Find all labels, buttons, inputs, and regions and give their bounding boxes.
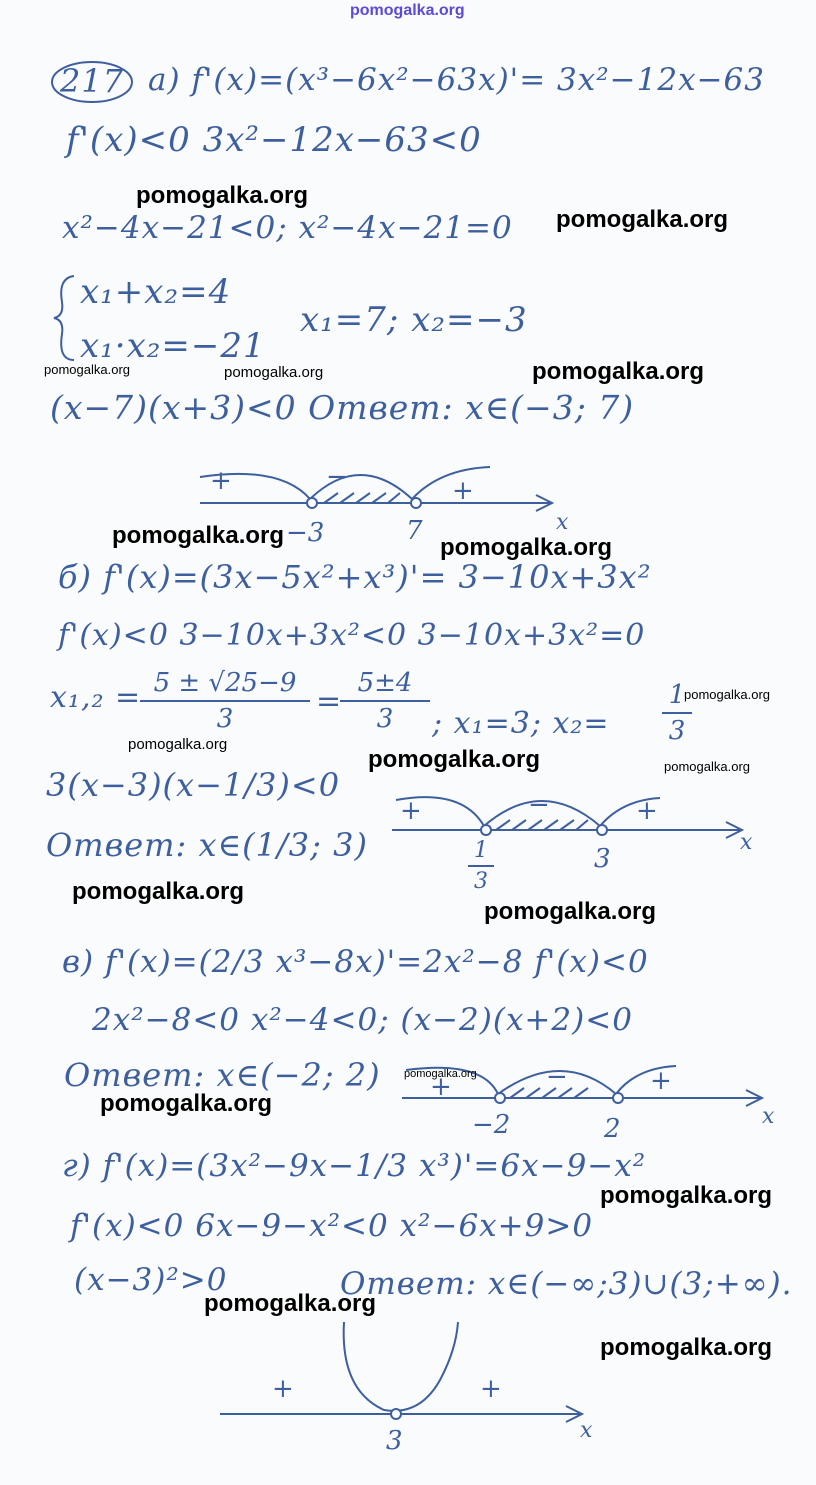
watermark: pomogalka.org [204, 1290, 377, 1317]
part-a-line-3: x²−4x−21<0; x²−4x−21=0 [62, 210, 513, 246]
watermark: pomogalka.org [128, 736, 228, 753]
frac-1-num: 5 ± √25−9 [153, 668, 297, 698]
axis-g-sign-left: + [272, 1374, 294, 1404]
vieta-sum: x₁+x₂=4 [80, 272, 232, 312]
axis-a-point-2: 7 [406, 516, 423, 546]
number-line-v [402, 1052, 772, 1112]
part-b-roots: ; x₁=3; x₂= [432, 706, 610, 741]
watermark: pomogalka.org [532, 358, 705, 385]
axis-a-point-1: −3 [286, 518, 325, 548]
axis-b-sign-mid: − [528, 790, 550, 820]
part-b-line-2: f'(x)<0 3−10x+3x²<0 3−10x+3x²=0 [58, 618, 646, 653]
root-2-bar [662, 712, 692, 714]
part-a-line-1: а) f'(x)=(x³−6x²−63x)'= 3x²−12x−63 [148, 62, 765, 98]
axis-b-sign-right: + [636, 796, 658, 826]
watermark: pomogalka.org [224, 364, 324, 381]
root-2-den: 3 [668, 716, 686, 746]
axis-v-sign-mid: − [546, 1062, 568, 1092]
part-a-roots: x₁=7; x₂=−3 [300, 300, 528, 340]
part-b-answer: Ответ: x∈(1/3; 3) [46, 826, 368, 864]
system-brace [50, 272, 80, 364]
axis-g-sign-right: + [480, 1374, 502, 1404]
axis-v-variable: x [762, 1104, 775, 1129]
watermark: pomogalka.org [440, 534, 613, 561]
watermark: pomogalka.org [368, 746, 541, 773]
watermark: pomogalka.org [484, 898, 657, 925]
axis-b-point-1-bar [468, 865, 494, 867]
axis-v-sign-right: + [650, 1066, 672, 1096]
watermark: pomogalka.org [600, 1182, 773, 1209]
watermark: pomogalka.org [112, 522, 285, 549]
axis-v-sign-left: + [430, 1072, 452, 1102]
watermark: pomogalka.org [684, 687, 770, 702]
axis-g-variable: x [580, 1418, 593, 1443]
axis-b-point-1-den: 3 [474, 869, 488, 894]
problem-number: 217 [60, 62, 125, 100]
root-2-num: 1 [668, 680, 686, 710]
watermark: pomogalka.org [136, 182, 309, 209]
part-b-x12: x₁,₂ = [50, 680, 142, 715]
axis-v-point-1: −2 [472, 1110, 511, 1140]
axis-b-point-2: 3 [594, 844, 611, 874]
frac-1-den: 3 [216, 704, 234, 734]
axis-g-point: 3 [386, 1426, 403, 1456]
axis-b-variable: x [740, 830, 753, 855]
axis-b-point-1-num: 1 [474, 838, 488, 863]
axis-a-variable: x [556, 510, 569, 535]
frac-2-num: 5±4 [357, 668, 413, 698]
axis-a-sign-right: + [452, 476, 474, 506]
axis-b-point-1 [468, 838, 494, 894]
watermark: pomogalka.org [44, 362, 130, 377]
vieta-product: x₁·x₂=−21 [80, 326, 266, 366]
part-b-line-4: 3(x−3)(x−1/3)<0 [46, 766, 341, 804]
watermark-top: pomogalka.org [350, 2, 465, 19]
part-b-eq: = [316, 684, 343, 719]
part-a-line-2: f'(x)<0 3x²−12x−63<0 [66, 120, 482, 160]
frac-1-bar [140, 700, 310, 702]
part-g-line-1: г) f'(x)=(3x²−9x−1/3 x³)'=6x−9−x² [62, 1148, 647, 1184]
part-v-line-2: 2x²−8<0 x²−4<0; (x−2)(x+2)<0 [92, 1002, 633, 1038]
axis-a-sign-mid: − [326, 462, 348, 492]
part-b-frac-1 [140, 668, 310, 734]
part-v-line-1: в) f'(x)=(2/3 x³−8x)'=2x²−8 f'(x)<0 [62, 944, 649, 980]
axis-a-sign-left: + [210, 466, 232, 496]
part-a-answer-line: (x−7)(x+3)<0 Ответ: x∈(−3; 7) [50, 388, 635, 427]
watermark: pomogalka.org [72, 878, 245, 905]
part-v-answer: Ответ: x∈(−2; 2) [64, 1056, 381, 1094]
part-b-frac-2 [340, 668, 430, 734]
part-g-line-2: f'(x)<0 6x−9−x²<0 x²−6x+9>0 [70, 1208, 594, 1244]
number-line-b [392, 782, 752, 852]
watermark: pomogalka.org [664, 759, 750, 774]
part-g-answer: Ответ: x∈(−∞;3)∪(3;+∞). [340, 1266, 793, 1302]
watermark: pomogalka.org [600, 1334, 773, 1361]
frac-2-den: 3 [376, 704, 394, 734]
watermark: pomogalka.org [404, 1068, 477, 1080]
watermark: pomogalka.org [556, 206, 729, 233]
axis-b-sign-left: + [400, 796, 422, 826]
watermark: pomogalka.org [100, 1090, 273, 1117]
axis-v-point-2: 2 [604, 1114, 621, 1144]
part-g-line-3: (x−3)²>0 [74, 1262, 228, 1298]
part-b-line-1: б) f'(x)=(3x−5x²+x³)'= 3−10x+3x² [58, 558, 652, 596]
frac-2-bar [340, 700, 430, 702]
